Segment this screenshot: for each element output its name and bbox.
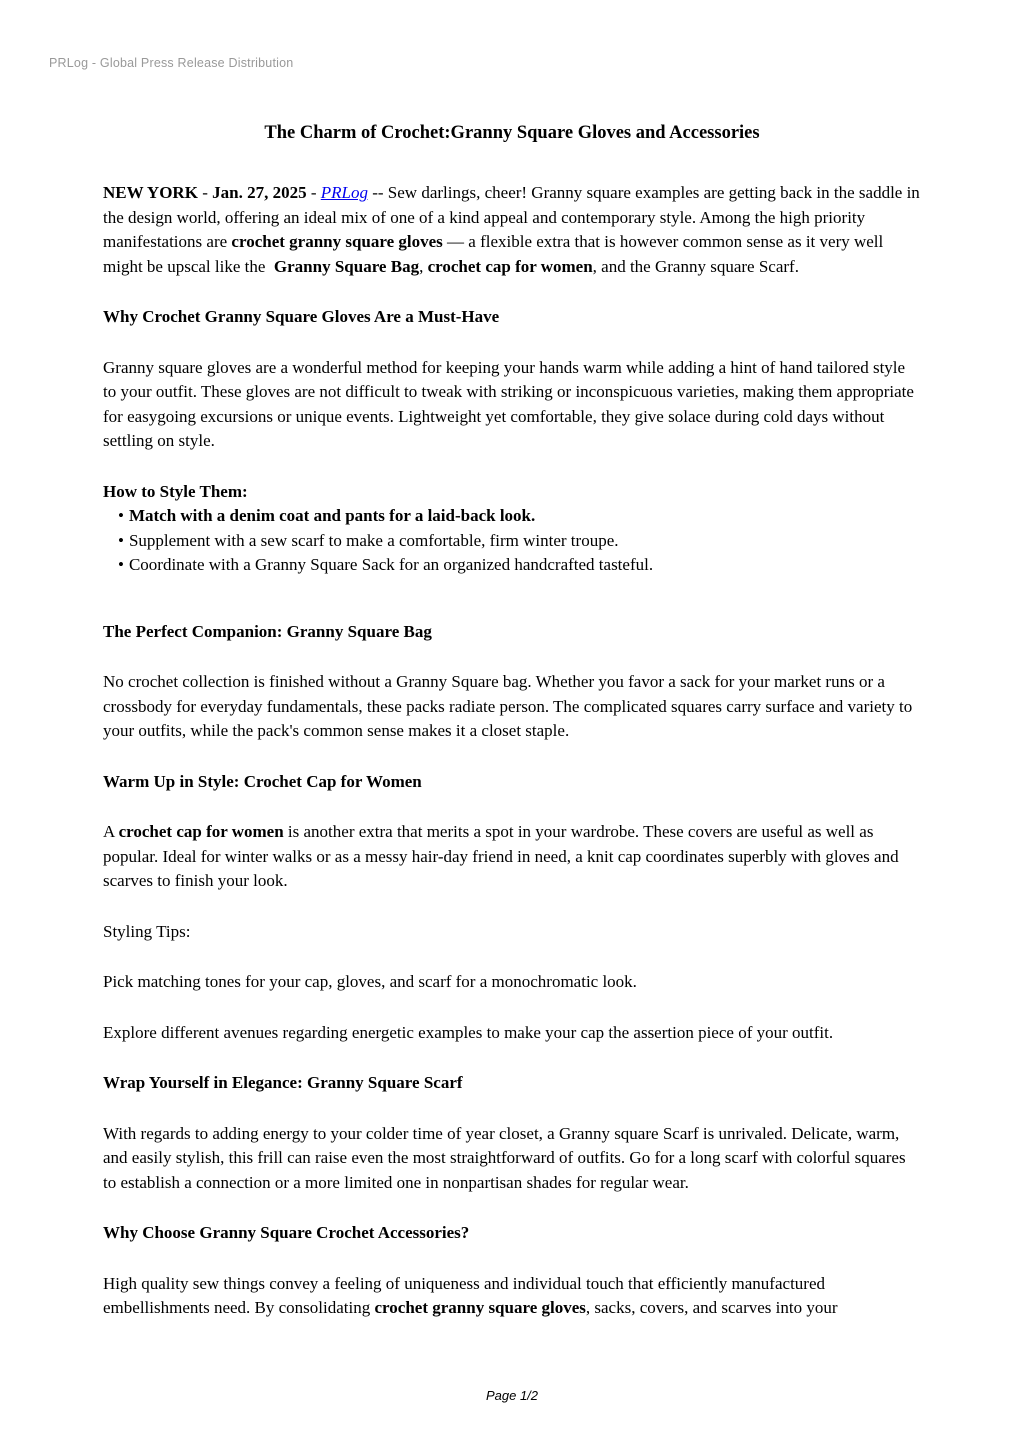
style-them-label: How to Style Them: [103, 481, 248, 501]
warm-up-text-end: is another extra that merits a spot in your wardrobe. These covers are useful as well as popular. Ideal for winter walks or as a messy hair-day friend in need, a knit cap coordinates superbly with gloves and scarves to finish your look. [103, 822, 899, 890]
dateline-location: NEW YORK [103, 183, 198, 202]
bullet-text: Coordinate with a Granny Square Sack for an organized handcrafted tasteful. [128, 555, 654, 574]
why-choose-text-end: , sacks, covers, and scarves into your [585, 1298, 838, 1317]
prlog-link[interactable]: PRLog [320, 183, 368, 202]
site-header: PRLog - Global Press Release Distribution [49, 56, 294, 70]
dateline-date: Jan. 27, 2025 [212, 183, 307, 202]
styling-tips-label: Styling Tips: [103, 921, 191, 941]
intro-bold-gloves: crochet granny square gloves [231, 232, 443, 251]
bullet-item [103, 553, 921, 578]
section-heading-companion: The Perfect Companion: Granny Square Bag [103, 621, 432, 641]
warm-up-text-start: A [103, 822, 119, 841]
intro-text-2: — a flexible extra that is however common sense as it very well might be upscal like the [103, 232, 888, 276]
styling-tip-2: Explore different avenues regarding energetic examples to make your cap the assertion piece of your outfit. [103, 1022, 834, 1042]
intro-text-4: , and the Granny square Scarf. [592, 256, 799, 276]
style-them-section [103, 480, 921, 578]
bullet-item [103, 529, 921, 554]
section-heading-elegance: Wrap Yourself in Elegance: Granny Square Scarf [103, 1073, 463, 1092]
bullet-marker: • [118, 530, 124, 550]
intro-paragraph [103, 181, 925, 279]
bullet-marker: • [118, 506, 124, 525]
bullet-item [103, 504, 921, 529]
section-body-elegance: With regards to adding energy to your colder time of year closet, a Granny square Scarf is unrivaled. Delicate, warm, and easily stylish, this frill can raise even the most straightforward of outfits. Go for a long scarf with colorful squares to establish a connection or a more limited one in nonpartisan shades for regular wear. [103, 1123, 906, 1192]
intro-bold-cap: crochet cap for women [427, 256, 593, 276]
dateline-separator-2: - [306, 183, 321, 202]
section-body-why-choose [103, 1272, 921, 1321]
section-heading-warm-up: Warm Up in Style: Crochet Cap for Women [103, 771, 422, 791]
bullet-text: Match with a denim coat and pants for a laid-back look. [128, 506, 536, 525]
styling-tip-1: Pick matching tones for your cap, gloves, and scarf for a monochromatic look. [103, 972, 637, 991]
why-choose-text-start: High quality sew things convey a feeling of uniqueness and individual touch that efficiently manufactured embellishments need. By consolidating [103, 1273, 825, 1317]
intro-text-1: -- Sew darlings, cheer! Granny square examples are getting back in the saddle in the design world, offering an ideal mix of one of a kind appeal and contemporary style. Among the high priority manifestations are [103, 183, 925, 251]
bullet-text: Supplement with a sew scarf to make a comfortable, firm winter troupe. [128, 530, 619, 550]
warm-up-bold: crochet cap for women [118, 822, 284, 841]
section-body-companion: No crochet collection is finished without a Granny Square bag. Whether you favor a sack for your market runs or a crossbody for everyday fundamentals, these packs radiate person. The complicated squares carry surface and variety to your outfits, while the pack's common sense makes it a closet staple. [103, 672, 913, 740]
intro-text-3: , [419, 256, 428, 276]
section-body-warm-up [103, 820, 921, 894]
page-number: Page 1/2 [485, 1388, 539, 1403]
bullet-marker: • [118, 555, 124, 574]
section-heading-must-have: Why Crochet Granny Square Gloves Are a Must-Have [103, 307, 500, 326]
page-title: The Charm of Crochet:Granny Square Gloves and Accessories [264, 123, 760, 143]
section-body-must-have: Granny square gloves are a wonderful method for keeping your hands warm while adding a hint of hand tailored style to your outfit. These gloves are not difficult to tweak with striking or inconspicuous varieties, making them appropriate for easygoing excursions or unique events. Lightweight yet comfortable, they give solace during cold days without settling on style. [103, 357, 914, 450]
intro-bold-bag: Granny Square Bag [273, 256, 420, 276]
section-heading-why-choose: Why Choose Granny Square Crochet Accessories? [103, 1223, 470, 1242]
dateline-separator: - [197, 183, 213, 202]
why-choose-bold: crochet granny square gloves [374, 1298, 586, 1317]
